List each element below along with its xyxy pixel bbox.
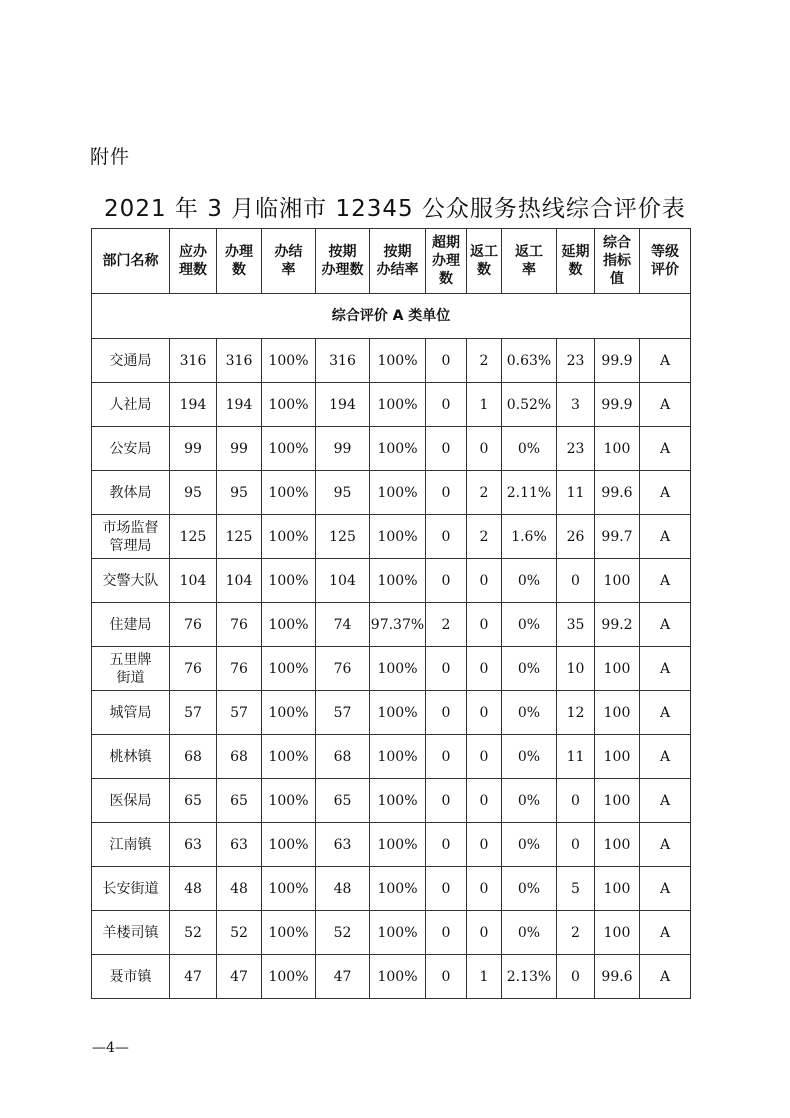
table-cell: 0 <box>426 427 467 471</box>
table-cell: 52 <box>316 911 370 955</box>
table-cell: 68 <box>217 735 262 779</box>
table-cell: 57 <box>170 691 217 735</box>
table-cell: 125 <box>170 515 217 559</box>
table-cell: 0 <box>426 339 467 383</box>
table-cell: 0% <box>502 735 557 779</box>
column-header <box>502 229 557 294</box>
table-cell: 100% <box>262 823 316 867</box>
table-cell: 0 <box>467 559 502 603</box>
department-name-line: 五里牌 <box>109 651 152 668</box>
table-cell: 100% <box>262 735 316 779</box>
department-name-line: 街道 <box>116 669 145 686</box>
column-header-line: 理数 <box>179 262 207 278</box>
table-cell: 95 <box>316 471 370 515</box>
table-cell: 95 <box>217 471 262 515</box>
department-name <box>92 515 170 559</box>
table-cell: 12 <box>557 691 595 735</box>
department-name <box>92 471 170 515</box>
department-name-line: 人社局 <box>109 396 152 413</box>
department-name-line: 长安街道 <box>102 880 159 897</box>
table-row <box>92 867 691 911</box>
table-cell: 0% <box>502 911 557 955</box>
table-cell: 76 <box>316 647 370 691</box>
table-cell: 47 <box>217 955 262 999</box>
table-cell: 0 <box>467 647 502 691</box>
table-cell: 74 <box>316 603 370 647</box>
table-cell: 99.9 <box>595 383 640 427</box>
column-header <box>557 229 595 294</box>
table-cell: 2 <box>557 911 595 955</box>
table-row <box>92 559 691 603</box>
table-cell: 0 <box>557 955 595 999</box>
column-header <box>426 229 467 294</box>
table-cell: 76 <box>170 647 217 691</box>
table-cell: 95 <box>170 471 217 515</box>
table-cell: 47 <box>170 955 217 999</box>
column-header-line: 返工 <box>470 244 498 260</box>
table-cell: 65 <box>316 779 370 823</box>
table-cell: 0 <box>426 383 467 427</box>
table-cell: 1 <box>467 383 502 427</box>
table-header-row <box>92 229 691 294</box>
table-cell: 100% <box>262 559 316 603</box>
table-cell: 100% <box>370 383 426 427</box>
table-row <box>92 823 691 867</box>
table-cell: A <box>640 559 691 603</box>
column-header-line: 数 <box>477 262 491 278</box>
table-cell: 100 <box>595 647 640 691</box>
column-header <box>170 229 217 294</box>
table-cell: 316 <box>170 339 217 383</box>
table-row <box>92 955 691 999</box>
table-cell: 100% <box>262 515 316 559</box>
table-cell: 99.7 <box>595 515 640 559</box>
table-cell: 0 <box>467 427 502 471</box>
table-cell: 76 <box>170 603 217 647</box>
table-cell: 100% <box>370 867 426 911</box>
table-cell: 52 <box>217 911 262 955</box>
table-cell: 76 <box>217 603 262 647</box>
column-header-line: 按期 <box>328 244 357 260</box>
column-header-line: 指标 <box>603 253 631 269</box>
table-cell: 97.37% <box>370 603 426 647</box>
table-row <box>92 383 691 427</box>
column-header-line: 按期 <box>383 244 412 260</box>
table-cell: 47 <box>316 955 370 999</box>
table-cell: 68 <box>170 735 217 779</box>
table-cell: 100% <box>262 383 316 427</box>
department-name-line: 桃林镇 <box>109 748 152 765</box>
table-row <box>92 779 691 823</box>
column-header <box>370 229 426 294</box>
table-cell: 0.52% <box>502 383 557 427</box>
table-cell: 100 <box>595 911 640 955</box>
table-cell: 194 <box>217 383 262 427</box>
table-cell: 2 <box>467 339 502 383</box>
table-cell: A <box>640 383 691 427</box>
table-cell: 0 <box>467 823 502 867</box>
department-name <box>92 559 170 603</box>
table-cell: 48 <box>170 867 217 911</box>
department-name-line: 管理局 <box>109 537 152 554</box>
table-row <box>92 911 691 955</box>
table-cell: 76 <box>217 647 262 691</box>
table-row <box>92 735 691 779</box>
column-header-line: 返工 <box>515 244 543 260</box>
table-cell: 100% <box>262 603 316 647</box>
table-cell: 100% <box>370 735 426 779</box>
table-cell: 0% <box>502 427 557 471</box>
evaluation-table <box>91 228 691 999</box>
table-cell: 104 <box>217 559 262 603</box>
table-cell: 100% <box>370 647 426 691</box>
column-header-line: 率 <box>522 262 536 278</box>
table-cell: A <box>640 955 691 999</box>
column-header-line: 延期 <box>561 244 590 260</box>
page-number: —4— <box>92 1040 129 1056</box>
table-cell: 100% <box>370 823 426 867</box>
column-header-line: 应办 <box>179 244 207 260</box>
table-cell: 125 <box>217 515 262 559</box>
column-header-line: 综合 <box>603 235 631 251</box>
column-header <box>595 229 640 294</box>
table-cell: 11 <box>557 735 595 779</box>
section-row <box>92 294 691 339</box>
column-header <box>467 229 502 294</box>
column-header-line: 办结率 <box>376 262 419 278</box>
department-name <box>92 735 170 779</box>
department-name-line: 住建局 <box>109 616 152 633</box>
table-cell: 2 <box>467 471 502 515</box>
table-body <box>92 294 691 999</box>
table-cell: 194 <box>316 383 370 427</box>
table-cell: 99 <box>217 427 262 471</box>
table-cell: 23 <box>557 339 595 383</box>
table-cell: 1.6% <box>502 515 557 559</box>
table-cell: 0 <box>426 515 467 559</box>
column-header-line: 数 <box>568 262 583 278</box>
department-name-line: 聂市镇 <box>109 968 152 985</box>
table-cell: 99 <box>170 427 217 471</box>
table-cell: 100% <box>262 427 316 471</box>
department-name <box>92 955 170 999</box>
table-cell: 48 <box>217 867 262 911</box>
column-header-line: 部门名称 <box>102 253 159 269</box>
table-cell: 0% <box>502 647 557 691</box>
table-cell: 0 <box>467 867 502 911</box>
column-header-line: 办理数 <box>321 262 364 278</box>
table-cell: 316 <box>316 339 370 383</box>
table-cell: 100% <box>370 471 426 515</box>
table-cell: 100 <box>595 867 640 911</box>
table-cell: 0% <box>502 559 557 603</box>
table-cell: 57 <box>316 691 370 735</box>
table-cell: 0% <box>502 823 557 867</box>
table-cell: A <box>640 867 691 911</box>
table-cell: 0 <box>557 823 595 867</box>
table-row <box>92 515 691 559</box>
table-cell: 0 <box>467 911 502 955</box>
table-cell: 11 <box>557 471 595 515</box>
table-cell: A <box>640 471 691 515</box>
table-cell: 99.6 <box>595 471 640 515</box>
department-name <box>92 647 170 691</box>
table-cell: 26 <box>557 515 595 559</box>
table-cell: 0 <box>426 823 467 867</box>
column-header <box>262 229 316 294</box>
department-name-line: 公安局 <box>109 440 152 457</box>
column-header <box>640 229 691 294</box>
department-name <box>92 383 170 427</box>
table-cell: 0% <box>502 691 557 735</box>
table-cell: 35 <box>557 603 595 647</box>
column-header-line: 值 <box>610 271 624 287</box>
column-header-line: 率 <box>281 262 296 278</box>
column-header <box>92 229 170 294</box>
department-name-line: 交警大队 <box>102 572 159 589</box>
table-cell: 0 <box>467 779 502 823</box>
column-header-line: 办理 <box>225 244 253 260</box>
table-cell: 99.9 <box>595 339 640 383</box>
table-cell: A <box>640 647 691 691</box>
table-cell: 52 <box>170 911 217 955</box>
table-cell: 194 <box>170 383 217 427</box>
table-cell: 100% <box>370 515 426 559</box>
table-cell: 0 <box>557 779 595 823</box>
table-cell: 100% <box>370 559 426 603</box>
department-name <box>92 691 170 735</box>
column-header-line: 等级 <box>651 244 679 260</box>
table-cell: 65 <box>217 779 262 823</box>
table-cell: 104 <box>316 559 370 603</box>
table-cell: 125 <box>316 515 370 559</box>
table-cell: 2.13% <box>502 955 557 999</box>
table-cell: A <box>640 515 691 559</box>
table-cell: 63 <box>170 823 217 867</box>
table-cell: 0 <box>426 471 467 515</box>
column-header-line: 超期 <box>432 235 460 251</box>
table-cell: 23 <box>557 427 595 471</box>
department-name <box>92 867 170 911</box>
table-cell: A <box>640 427 691 471</box>
table-cell: 100 <box>595 427 640 471</box>
table-cell: 100 <box>595 559 640 603</box>
table-cell: 0 <box>467 603 502 647</box>
table-cell: 100% <box>262 911 316 955</box>
department-name <box>92 603 170 647</box>
table-cell: 0 <box>426 911 467 955</box>
table-cell: 0 <box>426 955 467 999</box>
table-cell: 0 <box>426 867 467 911</box>
table-cell: 100% <box>262 339 316 383</box>
table-cell: 65 <box>170 779 217 823</box>
table-cell: 100% <box>370 427 426 471</box>
column-header <box>316 229 370 294</box>
table-cell: 0.63% <box>502 339 557 383</box>
section-label: 综合评价 A 类单位 <box>92 294 691 339</box>
page-title: 2021 年 3 月临湘市 12345 公众服务热线综合评价表 <box>104 196 686 222</box>
table-cell: 100 <box>595 735 640 779</box>
table-cell: 0 <box>557 559 595 603</box>
table-cell: 100% <box>262 955 316 999</box>
department-name-line: 教体局 <box>109 484 152 501</box>
table-cell: 3 <box>557 383 595 427</box>
department-name-line: 市场监督 <box>102 519 159 536</box>
department-name <box>92 427 170 471</box>
table-cell: 100% <box>370 691 426 735</box>
department-name <box>92 823 170 867</box>
department-name <box>92 339 170 383</box>
column-header-line: 数 <box>232 262 246 278</box>
table-row <box>92 691 691 735</box>
column-header-line: 评价 <box>651 262 679 278</box>
department-name-line: 羊楼司镇 <box>102 924 159 941</box>
table-cell: 100% <box>370 779 426 823</box>
table-row <box>92 471 691 515</box>
department-name-line: 江南镇 <box>109 836 152 853</box>
department-name-line: 交通局 <box>109 352 152 369</box>
table-row <box>92 427 691 471</box>
table-cell: 0 <box>426 779 467 823</box>
table-row <box>92 603 691 647</box>
table-cell: 100% <box>262 647 316 691</box>
table-cell: 0 <box>467 735 502 779</box>
department-name <box>92 779 170 823</box>
table-cell: 0% <box>502 779 557 823</box>
table-cell: 100% <box>262 471 316 515</box>
table-cell: A <box>640 603 691 647</box>
table-cell: 0% <box>502 603 557 647</box>
table-cell: A <box>640 735 691 779</box>
table-cell: 0 <box>467 691 502 735</box>
table-cell: 10 <box>557 647 595 691</box>
table-cell: 57 <box>217 691 262 735</box>
table-cell: 100% <box>262 867 316 911</box>
table-cell: 0 <box>426 647 467 691</box>
table-cell: A <box>640 779 691 823</box>
table-cell: 0 <box>426 691 467 735</box>
department-name-line: 医保局 <box>109 792 152 809</box>
table-cell: A <box>640 823 691 867</box>
table-cell: 100% <box>262 779 316 823</box>
table-cell: 2.11% <box>502 471 557 515</box>
table-cell: 100% <box>370 911 426 955</box>
table-cell: 99.6 <box>595 955 640 999</box>
table-cell: 100 <box>595 823 640 867</box>
table-cell: 5 <box>557 867 595 911</box>
department-name-line: 城管局 <box>109 704 152 721</box>
table-cell: 100 <box>595 691 640 735</box>
table-cell: A <box>640 691 691 735</box>
table-cell: 104 <box>170 559 217 603</box>
table-row <box>92 647 691 691</box>
table-cell: 100% <box>370 339 426 383</box>
table-cell: 0 <box>426 559 467 603</box>
table-row <box>92 339 691 383</box>
attachment-label: 附件 <box>90 146 131 168</box>
table-cell: 100 <box>595 779 640 823</box>
table-cell: 68 <box>316 735 370 779</box>
table-cell: 99 <box>316 427 370 471</box>
department-name <box>92 911 170 955</box>
column-header-line: 数 <box>439 271 453 287</box>
table-cell: 99.2 <box>595 603 640 647</box>
column-header-line: 办理 <box>432 253 460 269</box>
column-header <box>217 229 262 294</box>
table-cell: 100% <box>262 691 316 735</box>
table-cell: 100% <box>370 955 426 999</box>
table-cell: 0% <box>502 867 557 911</box>
table-cell: 63 <box>217 823 262 867</box>
table-cell: A <box>640 911 691 955</box>
column-header-line: 办结 <box>274 244 303 260</box>
table-cell: 2 <box>426 603 467 647</box>
table-cell: 63 <box>316 823 370 867</box>
table-cell: 48 <box>316 867 370 911</box>
table-cell: A <box>640 339 691 383</box>
table-cell: 1 <box>467 955 502 999</box>
table-cell: 0 <box>426 735 467 779</box>
table-cell: 316 <box>217 339 262 383</box>
table-cell: 2 <box>467 515 502 559</box>
